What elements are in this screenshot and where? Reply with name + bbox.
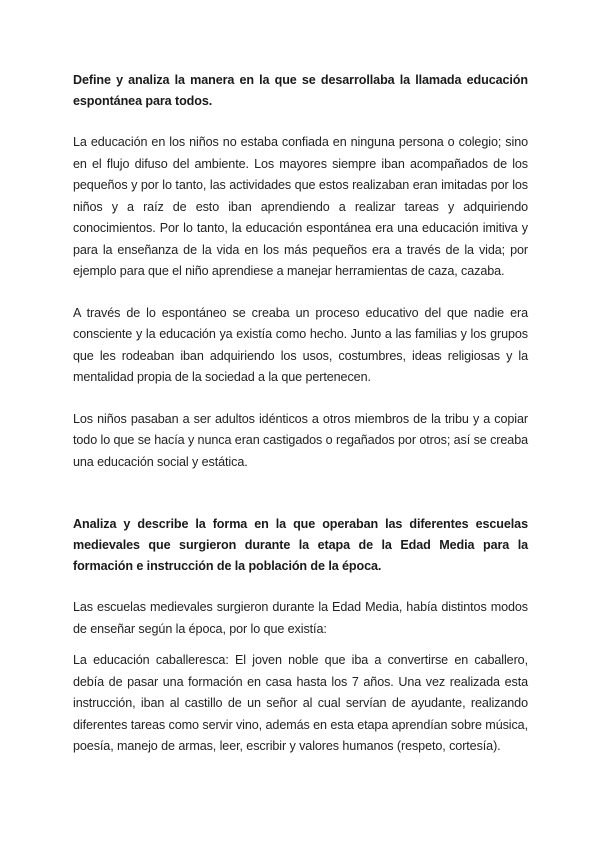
section1-paragraph-3: Los niños pasaban a ser adultos idénticos a otros miembros de la tribu y a copiar todo lo que se hacía y nunca eran castigados o regañados por otros; así se creaba una educación social y estática.	[73, 411, 528, 469]
section2-paragraph-2: La educación caballeresca: El joven noble que iba a convertirse en caballero, debía de pasar una formación en casa hasta los 7 años. Una vez realizada esta instrucción, iban al castillo de un señor al cual servían de ayudante, realizando diferentes tareas como servir vino, además en esta etapa aprendían sobre música, poesía, manejo de armas, leer, escribir y valores humanos (respeto, cortesía).	[73, 653, 528, 753]
section1-paragraph-1: La educación en los niños no estaba confiada en ninguna persona o colegio; sino en el flujo difuso del ambiente. Los mayores siempre iban acompañados de los pequeños y por lo tanto, las actividades que estos realizaban eran imitadas por los niños y a raíz de esto iban aprendiendo a realizar tareas y adquiriendo conocimientos. Por lo tanto, la educación espontánea era una educación imitiva y para la enseñanza de la vida en los más pequeños era a través de la vida; por ejemplo para que el niño aprendiese a manejar herramientas de caza, cazaba.	[73, 135, 528, 278]
section1-heading: Define y analiza la manera en la que se desarrollaba la llamada educación espontánea para todos.	[73, 73, 528, 108]
section2-heading: Analiza y describe la forma en la que operaban las diferentes escuelas medievales que surgieron durante la etapa de la Edad Media para la formación e instrucción de la población de la época.	[73, 517, 528, 573]
document-body	[73, 70, 528, 758]
section2-paragraph-1: Las escuelas medievales surgieron durante la Edad Media, había distintos modos de enseñar según la época, por lo que existía:	[73, 600, 528, 636]
section1-paragraph-2: A través de lo espontáneo se creaba un proceso educativo del que nadie era consciente y la educación ya existía como hecho. Junto a las familias y los grupos que les rodeaban iban adquiriendo los usos, costumbres, ideas religiosas y la mentalidad propia de la sociedad a la que pertenecen.	[73, 305, 528, 384]
